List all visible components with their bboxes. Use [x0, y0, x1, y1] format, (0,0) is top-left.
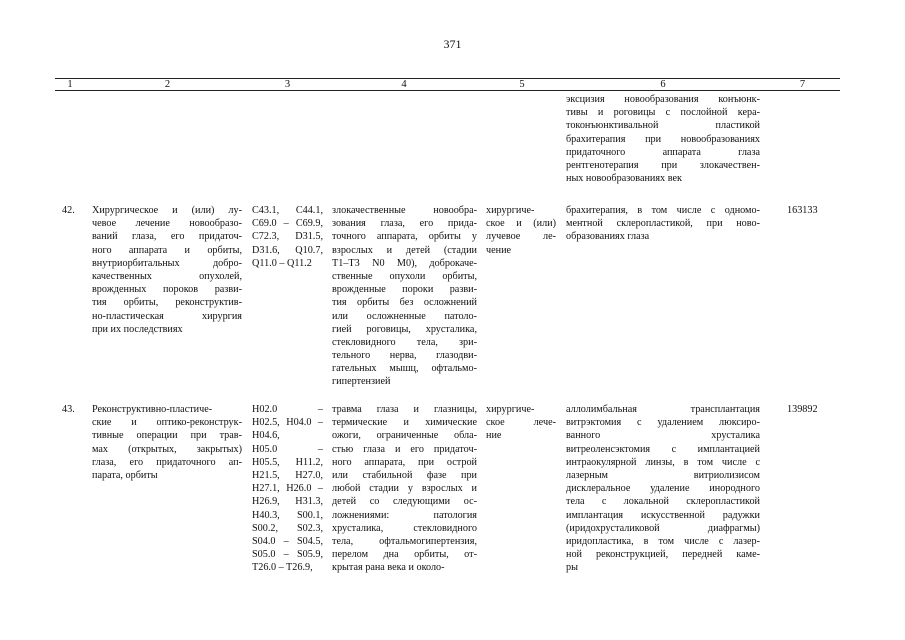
text-line: ние	[486, 430, 502, 442]
text-line: ного аппарата, при острой	[332, 456, 477, 468]
text-line: D31.6, Q10.7,	[252, 244, 323, 256]
icd-codes	[252, 204, 323, 270]
continuation-col6	[566, 93, 760, 185]
text-line: ложнениями: патология	[332, 509, 477, 521]
cost-value: 163133	[787, 205, 818, 216]
text-line: ское и (или)	[486, 218, 556, 230]
text-line: H40.3, S00.1,	[252, 509, 323, 521]
text-line: тия орбиты без осложнений	[332, 297, 477, 309]
header-col-2: 2	[164, 79, 171, 90]
treatment-method	[566, 403, 760, 574]
text-line: витреоленсэктомия с имплантацией	[566, 443, 760, 455]
text-line: ной реконструкцией, передней каме-	[566, 549, 760, 561]
text-line: Реконструктивно-пластиче-	[92, 404, 213, 415]
text-line: S04.0 – S04.5,	[252, 535, 323, 547]
text-line: ных новообразованиях век	[566, 173, 682, 185]
text-line: ного аппарата и орбиты,	[92, 244, 242, 256]
text-line: глаза, его придаточного ап-	[92, 456, 242, 468]
text-line: H02.5, H04.0 –	[252, 417, 323, 429]
row-number: 42.	[62, 205, 75, 216]
text-line: C69.0 – C69.9,	[252, 218, 323, 230]
text-line: травма глаза и глазницы,	[332, 404, 477, 415]
text-line: злокачественные новообра-	[332, 205, 477, 216]
text-line: перелом дна орбиты, от-	[332, 549, 477, 561]
text-line: тивные операции при трав-	[92, 430, 242, 442]
text-line: точного аппарата, орбиты у	[332, 231, 477, 243]
icd-codes	[252, 403, 323, 574]
text-line: тела с локальной склеропластикой	[566, 496, 760, 508]
patient-model	[332, 204, 477, 389]
header-bottom-rule	[55, 90, 840, 91]
text-line: интраокулярной линзы, в том числе с	[566, 456, 760, 468]
text-line: врожденные пороки разви-	[332, 284, 477, 296]
text-line: ры	[566, 562, 578, 574]
text-line: брахитерапия, в том числе с одномо-	[566, 205, 760, 216]
text-line: тивы и роговицы с послойной кера-	[566, 107, 760, 119]
service-name	[92, 204, 242, 336]
header-col-6: 6	[660, 79, 666, 90]
text-line: чевое лечение новообразо-	[92, 218, 242, 230]
cost-value: 139892	[787, 404, 818, 415]
text-line: тела, офтальмогипертензия,	[332, 535, 477, 547]
text-line: взрослых и детей (стадии	[332, 244, 477, 256]
text-line: тия орбиты, реконструктив-	[92, 297, 242, 309]
text-line: стекловидного тела, зри-	[332, 336, 477, 348]
text-line: придаточного аппарата глаза	[566, 146, 760, 158]
text-line: парата, орбиты	[92, 469, 158, 481]
text-line: иридопластика, в том числе с лазер-	[566, 535, 760, 547]
text-line: тельного нерва, глазодви-	[332, 350, 477, 362]
text-line: или стабильной фазе при	[332, 469, 477, 481]
text-line: H05.5, H11.2,	[252, 456, 323, 468]
text-line: H27.1, H26.0 –	[252, 483, 323, 495]
treatment-method	[566, 204, 760, 244]
text-line: стью глаза и его придаточ-	[332, 443, 477, 455]
text-line: или осложненные патоло-	[332, 310, 477, 322]
header-col-3: 3	[284, 79, 291, 90]
row-number: 43.	[62, 404, 75, 415]
text-line: H21.5, H27.0,	[252, 469, 323, 481]
text-line: H26.9, H31.3,	[252, 496, 323, 508]
text-line: мах (открытых, закрытых)	[92, 443, 242, 455]
text-line: ваний глаза, его придаточ-	[92, 231, 242, 243]
text-line: Хирургическое и (или) лу-	[92, 205, 242, 216]
text-line: токонъюнктивальной пластикой	[566, 120, 760, 132]
text-line: дисклеральное удаление инородного	[566, 483, 760, 495]
text-line: термические и химические	[332, 417, 477, 429]
text-line: (иридохрусталиковой диафрагмы)	[566, 522, 760, 534]
text-line: лучевое ле-	[486, 231, 556, 243]
text-line: хирургиче-	[486, 205, 535, 216]
text-line: врожденных пороков разви-	[92, 284, 242, 296]
page-number: 371	[443, 37, 462, 51]
text-line: витрэктомия с удалением люксиро-	[566, 417, 760, 429]
text-line: ское лече-	[486, 417, 556, 429]
text-line: качественных опухолей,	[92, 270, 242, 282]
text-line: C43.1, C44.1,	[252, 205, 323, 216]
text-line: зования глаза, его прида-	[332, 218, 477, 230]
text-line: Q11.0 – Q11.2	[252, 257, 312, 269]
text-line: ванного хрусталика	[566, 430, 760, 442]
text-line: детей со следующими ос-	[332, 496, 477, 508]
text-line: хрусталика, стекловидного	[332, 522, 477, 534]
treatment-type	[486, 204, 556, 257]
text-line: гипертензией	[332, 376, 391, 388]
text-line: ственные опухоли орбиты,	[332, 270, 477, 282]
text-line: ожоги, ограниченные обла-	[332, 430, 477, 442]
text-line: гательных мышц, офтальмо-	[332, 363, 477, 375]
text-line: H05.0 –	[252, 443, 323, 455]
patient-model	[332, 403, 477, 574]
header-col-5: 5	[519, 79, 525, 90]
text-line: аллолимбальная трансплантация	[566, 404, 760, 415]
text-line: хирургиче-	[486, 404, 535, 415]
header-col-1: 1	[67, 79, 73, 90]
text-line: H02.0 –	[252, 404, 323, 415]
text-line: ментной склеропластикой, при ново-	[566, 218, 760, 230]
treatment-type	[486, 403, 556, 443]
text-line: внутриорбитальных добро-	[92, 257, 242, 269]
text-line: имплантация искусственной радужки	[566, 509, 760, 521]
text-line: гией роговицы, хрусталика,	[332, 323, 477, 335]
text-line: S00.2, S02.3,	[252, 522, 323, 534]
text-line: при их последствиях	[92, 323, 183, 335]
text-line: ские и оптико-реконструк-	[92, 417, 242, 429]
text-line: чение	[486, 244, 512, 256]
text-line: S05.0 – S05.9,	[252, 549, 323, 561]
text-line: C72.3, D31.5,	[252, 231, 323, 243]
text-line: любой стадии у взрослых и	[332, 483, 477, 495]
header-col-7: 7	[799, 79, 806, 90]
text-line: образованиях глаза	[566, 231, 650, 243]
text-line: рентгенотерапия при злокачествен-	[566, 159, 760, 171]
service-name	[92, 403, 242, 482]
text-line: H04.6,	[252, 430, 280, 442]
text-line: эксцизия новообразования конъюнк-	[566, 94, 760, 105]
text-line: брахитерапия при новообразованиях	[566, 133, 760, 145]
text-line: лазерным витриолизисом	[566, 469, 760, 481]
text-line: T1–T3 N0 M0), доброкаче-	[332, 257, 477, 269]
header-col-4: 4	[401, 79, 407, 90]
text-line: крытая рана века и около-	[332, 562, 445, 574]
text-line: T26.0 – T26.9,	[252, 562, 313, 574]
text-line: но-пластическая хирургия	[92, 310, 242, 322]
